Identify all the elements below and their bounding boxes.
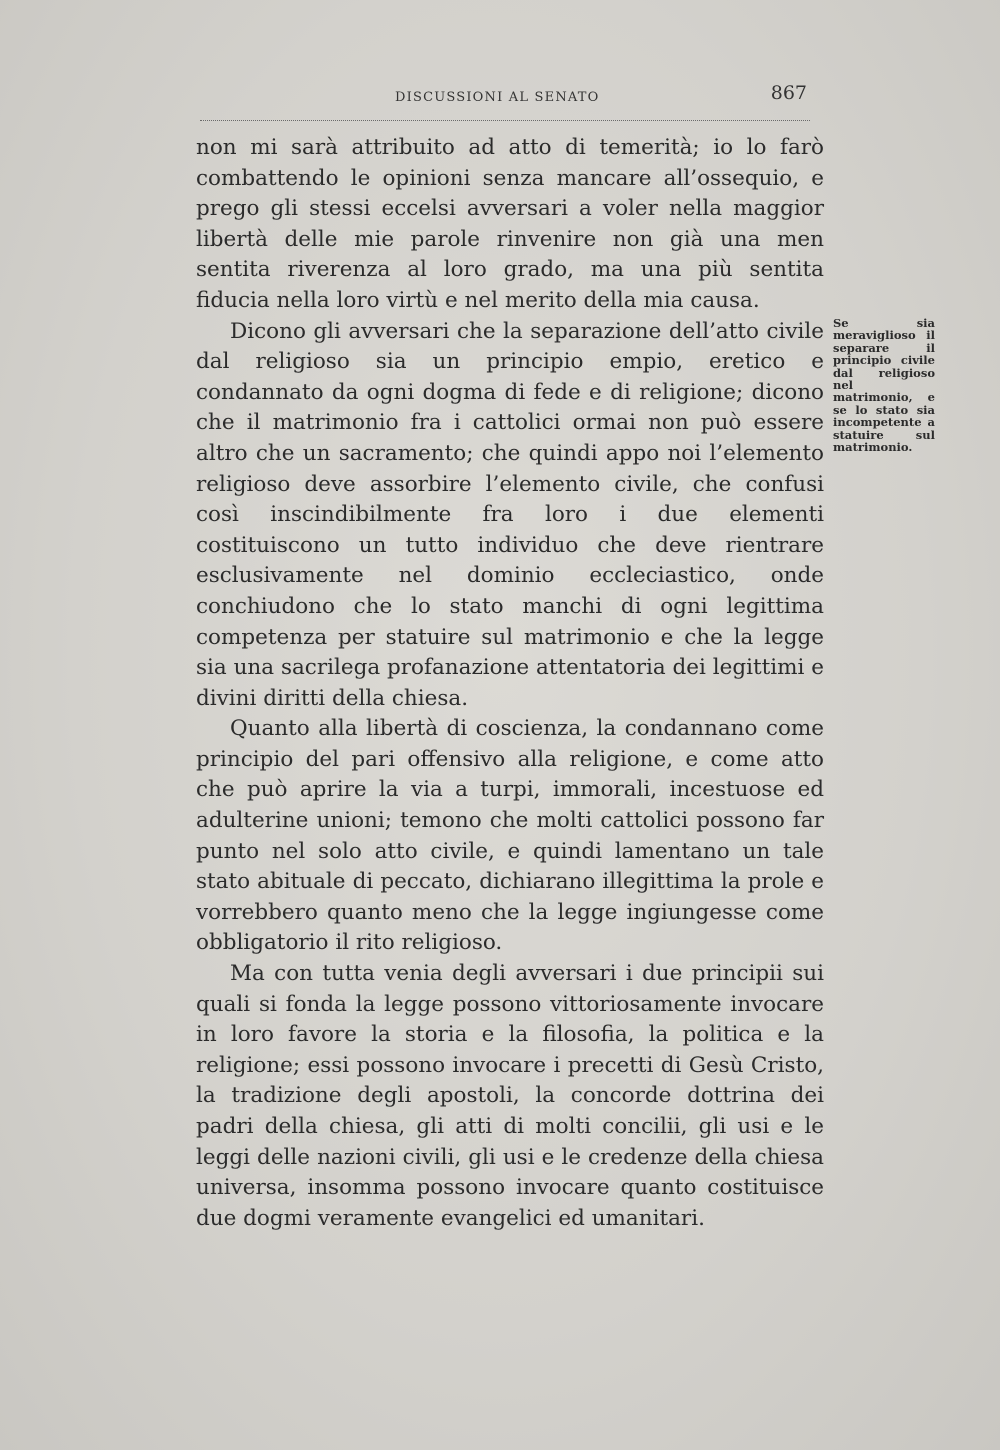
paragraph: non mi sarà attribuito ad atto di temerità; io lo farò combattendo le opinioni senza mancare all’ossequio, e prego gli stessi eccelsi avversari a voler nella maggior libertà delle mie parole rinvenire non già una men sentita riverenza al loro grado, ma una più sentita fiducia nella loro virtù e nel merito della mia causa. (196, 135, 824, 313)
paragraph: Dicono gli avversari che la separazione dell’atto civile dal religioso sia un principio empio, eretico e condannato da ogni dogma di fede e di religione; dicono che il matrimonio fra i cattolici ormai non può essere altro che un sacramento; che quindi appo noi l’elemento religioso deve assorbire l’elemento civile, che confusi così inscindibilmente fra loro i due elementi costituiscono un tutto individuo che deve rientrare esclusivamente nel dominio eccleciastico, onde conchiudono che lo stato manchi di ogni legittima competenza per statuire sul matrimonio e che la legge sia una sacrilega profanazione attentatoria dei legittimi e divini diritti della chiesa. (196, 318, 824, 711)
running-head: DISCUSSIONI AL SENATO (395, 90, 600, 105)
page-number: 867 (770, 82, 807, 104)
page-header (395, 82, 815, 112)
header-rule (200, 120, 810, 121)
paragraph: Quanto alla libertà di coscienza, la condannano come principio del pari offensivo alla religione, e come atto che può aprire la via a turpi, immorali, incestuose ed adulterine unioni; temono che molti cattolici possono far punto nel solo atto civile, e quindi lamentano un tale stato abituale di peccato, dichiarano illegittima la prole e vorrebbero quanto meno che la legge ingiungesse come obbligatorio il rito religioso. (196, 716, 824, 956)
body-text (196, 133, 824, 1234)
paragraph: Ma con tutta venia degli avversari i due principii sui quali si fonda la legge possono vittoriosamente invocare in loro favore la storia e la filosofia, la politica e la religione; essi possono invocare i precetti di Gesù Cristo, la tradizione degli apostoli, la concorde dottrina dei padri della chiesa, gli atti di molti concilii, gli usi e le leggi delle nazioni civili, gli usi e le credenze della chiesa universa, insomma possono invocare quanto costituisce due dogmi veramente evangelici ed umanitari. (196, 961, 824, 1231)
margin-note: Se sia meraviglioso il separare il principio civile dal religioso nel matrimonio, e se lo stato sia incompetente a statuire sul matrimonio. (833, 316, 935, 455)
